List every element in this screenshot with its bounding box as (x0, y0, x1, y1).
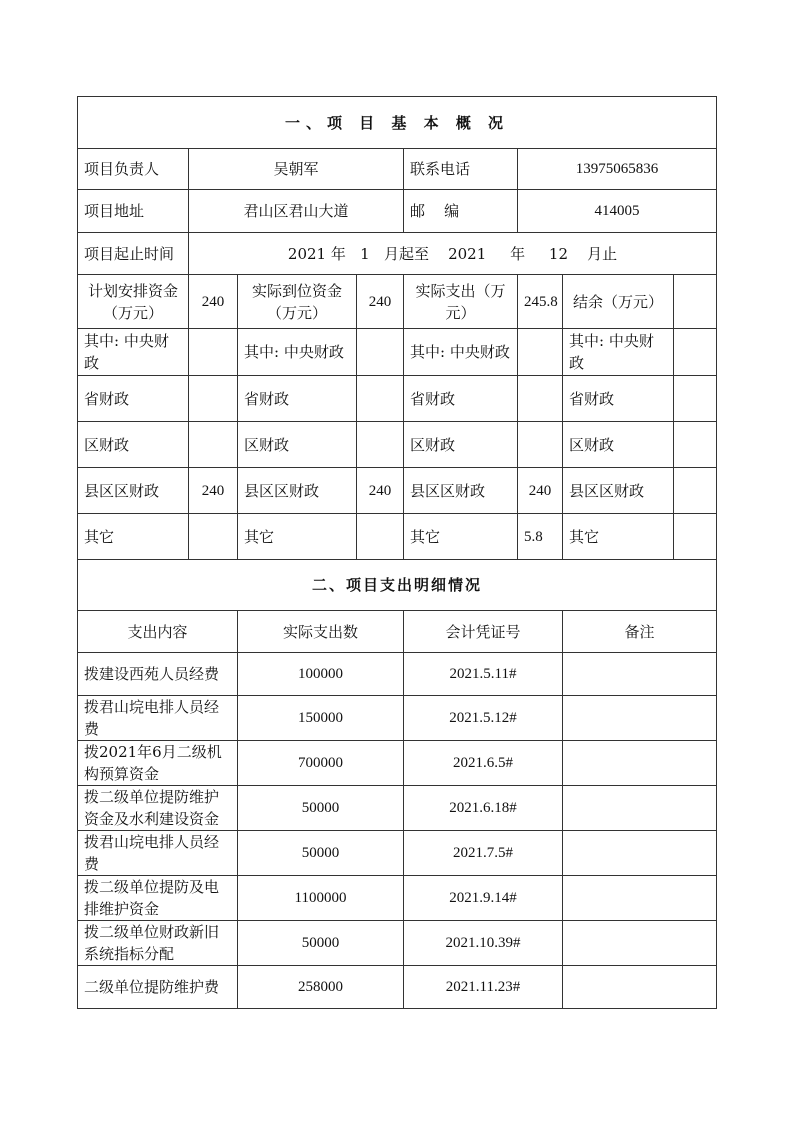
received-funds-label: 实际到位资金（万元） (238, 275, 357, 329)
address-value: 君山区君山大道 (189, 190, 404, 233)
breakdown-balance-label: 区财政 (563, 422, 674, 468)
detail-amount: 50000 (238, 831, 404, 876)
breakdown-spent-label: 其它 (404, 514, 518, 560)
table-row (78, 831, 717, 876)
detail-note (563, 741, 717, 786)
detail-voucher: 2021.7.5# (404, 831, 563, 876)
postcode-value: 414005 (518, 190, 717, 233)
detail-content: 拨君山垸电排人员经费 (78, 831, 238, 876)
detail-content: 拨二级单位提防及电排维护资金 (78, 876, 238, 921)
breakdown-planned: 240 (189, 468, 238, 514)
breakdown-received-label: 省财政 (238, 376, 357, 422)
breakdown-label: 其它 (78, 514, 189, 560)
breakdown-spent (518, 329, 563, 376)
postcode-label: 邮 编 (404, 190, 518, 233)
detail-note (563, 696, 717, 741)
section2-title: 二、项目支出明细情况 (78, 560, 717, 611)
breakdown-balance (674, 514, 717, 560)
breakdown-spent-label: 区财政 (404, 422, 518, 468)
detail-voucher: 2021.11.23# (404, 966, 563, 1009)
breakdown-planned (189, 422, 238, 468)
breakdown-spent-label: 其中: 中央财政 (404, 329, 518, 376)
breakdown-received-label: 其中: 中央财政 (238, 329, 357, 376)
breakdown-spent (518, 422, 563, 468)
leader-value: 吴朝军 (189, 149, 404, 190)
detail-note (563, 921, 717, 966)
detail-content: 二级单位提防维护费 (78, 966, 238, 1009)
table-row (78, 741, 717, 786)
detail-amount: 50000 (238, 786, 404, 831)
breakdown-balance-label: 其中: 中央财政 (563, 329, 674, 376)
breakdown-received (357, 422, 404, 468)
table-row (78, 876, 717, 921)
leader-label: 项目负责人 (78, 149, 189, 190)
detail-voucher: 2021.5.12# (404, 696, 563, 741)
breakdown-balance-label: 省财政 (563, 376, 674, 422)
breakdown-spent-label: 县区区财政 (404, 468, 518, 514)
detail-amount: 1100000 (238, 876, 404, 921)
breakdown-balance-label: 县区区财政 (563, 468, 674, 514)
table-row (78, 921, 717, 966)
phone-label: 联系电话 (404, 149, 518, 190)
detail-content: 拨二级单位财政新旧系统指标分配 (78, 921, 238, 966)
detail-content: 拨建设西苑人员经费 (78, 653, 238, 696)
address-label: 项目地址 (78, 190, 189, 233)
received-funds-value: 240 (357, 275, 404, 329)
balance-value (674, 275, 717, 329)
breakdown-spent-label: 省财政 (404, 376, 518, 422)
breakdown-received: 240 (357, 468, 404, 514)
detail-voucher: 2021.5.11# (404, 653, 563, 696)
breakdown-received-label: 县区区财政 (238, 468, 357, 514)
detail-note (563, 831, 717, 876)
detail-amount: 700000 (238, 741, 404, 786)
detail-note (563, 966, 717, 1009)
balance-label: 结余（万元） (563, 275, 674, 329)
detail-header-note: 备注 (563, 611, 717, 653)
spent-funds-label: 实际支出（万元） (404, 275, 518, 329)
detail-amount: 50000 (238, 921, 404, 966)
breakdown-received-label: 区财政 (238, 422, 357, 468)
phone-value: 13975065836 (518, 149, 717, 190)
detail-content: 拨二级单位提防维护资金及水利建设资金 (78, 786, 238, 831)
breakdown-balance (674, 422, 717, 468)
breakdown-label: 县区区财政 (78, 468, 189, 514)
breakdown-balance (674, 468, 717, 514)
breakdown-balance (674, 376, 717, 422)
detail-amount: 150000 (238, 696, 404, 741)
breakdown-label: 省财政 (78, 376, 189, 422)
period-label: 项目起止时间 (78, 233, 189, 275)
breakdown-planned (189, 376, 238, 422)
breakdown-received (357, 329, 404, 376)
breakdown-planned (189, 514, 238, 560)
spent-funds-value: 245.8 (518, 275, 563, 329)
breakdown-balance-label: 其它 (563, 514, 674, 560)
planned-funds-label: 计划安排资金（万元） (78, 275, 189, 329)
section1-title: 一、项 目 基 本 概 况 (78, 97, 717, 149)
detail-note (563, 876, 717, 921)
detail-header-content: 支出内容 (78, 611, 238, 653)
breakdown-received-label: 其它 (238, 514, 357, 560)
table-row (78, 653, 717, 696)
detail-voucher: 2021.6.5# (404, 741, 563, 786)
table-row (78, 786, 717, 831)
detail-header-amount: 实际支出数 (238, 611, 404, 653)
detail-amount: 258000 (238, 966, 404, 1009)
breakdown-spent: 5.8 (518, 514, 563, 560)
breakdown-planned (189, 329, 238, 376)
breakdown-spent (518, 376, 563, 422)
detail-header-voucher: 会计凭证号 (404, 611, 563, 653)
breakdown-received (357, 514, 404, 560)
breakdown-received (357, 376, 404, 422)
breakdown-spent: 240 (518, 468, 563, 514)
planned-funds-value: 240 (189, 275, 238, 329)
period-value: 2021 年 1 月起至 2021 年 12 月止 (189, 233, 717, 275)
detail-note (563, 653, 717, 696)
breakdown-balance (674, 329, 717, 376)
detail-voucher: 2021.9.14# (404, 876, 563, 921)
detail-amount: 100000 (238, 653, 404, 696)
table-row (78, 966, 717, 1009)
detail-voucher: 2021.6.18# (404, 786, 563, 831)
breakdown-label: 区财政 (78, 422, 189, 468)
project-summary-table (77, 96, 717, 1009)
detail-voucher: 2021.10.39# (404, 921, 563, 966)
detail-content: 拨君山垸电排人员经费 (78, 696, 238, 741)
detail-content: 拨2021年6月二级机构预算资金 (78, 741, 238, 786)
detail-note (563, 786, 717, 831)
breakdown-label: 其中: 中央财政 (78, 329, 189, 376)
table-row (78, 696, 717, 741)
